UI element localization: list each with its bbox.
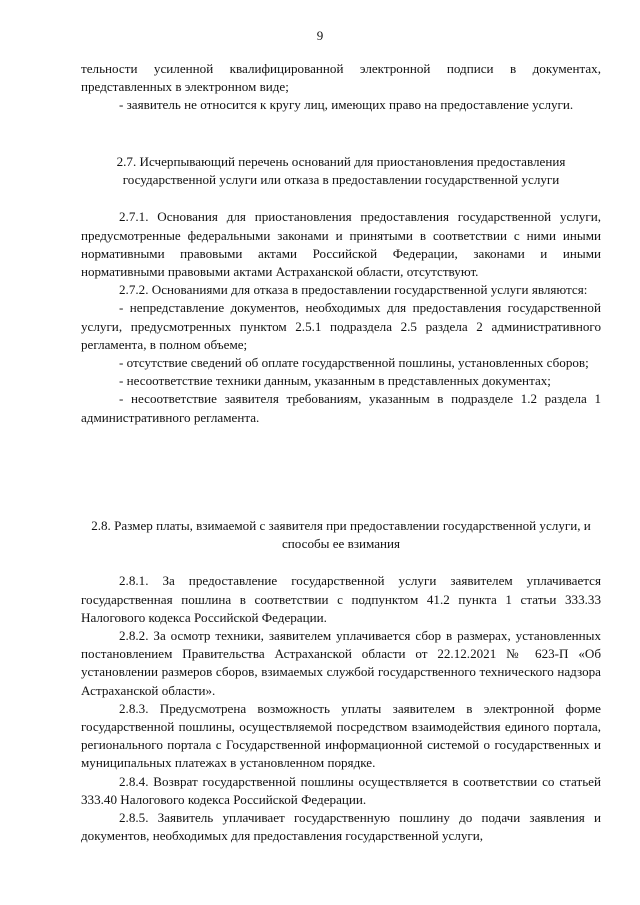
section-heading: 2.8. Размер платы, взимаемой с заявителя при предоставлении государственной услуги, и способы ее взимания: [91, 518, 591, 552]
page-number: 9: [316, 28, 324, 43]
list-item: - несоответствие заявителя требованиям, указанным в подразделе 1.2 раздела 1 административного регламента.: [81, 391, 601, 425]
paragraph-2-8-3: 2.8.3. Предусмотрена возможность уплаты заявителем в электронной форме государственной пошлины, осуществляемой посредством взаимодействия единого портала, регионального портала с Государственной информационной системой о государственных и муниципальных платежах в установленном порядке.: [81, 700, 601, 771]
list-item: - несоответствие техники данным, указанным в представленных документах;: [119, 373, 551, 389]
paragraph-2-8-4: 2.8.4. Возврат государственной пошлины осуществляется в соответствии со статьей 333.40 Налогового кодекса Российской Федерации.: [81, 773, 601, 807]
paragraph-2-8-2: 2.8.2. За осмотр техники, заявителем уплачивается сбор в размерах, установленных постановлением Правительства Астраханской области от 22.12.2021 № 623-П «Об установлении размеров сборов, взимаемых службой государственного технического надзора Астраханской области».: [81, 628, 601, 698]
continuation-paragraph: тельности усиленной квалифицированной электронной подписи в документах, представленных в электронном виде;: [81, 61, 601, 95]
paragraph-2-8-5: 2.8.5. Заявитель уплачивает государственную пошлину до подачи заявления и документов, необходимых для предоставления государственной услуги,: [81, 810, 601, 844]
section-2-7: [81, 153, 601, 427]
paragraph-2-7-1: 2.7.1. Основания для приостановления предоставления государственной услуги, предусмотренные федеральными законами и принятыми в соответствии с ними иными нормативными правовыми актами Российской Федерации, законами и иными нормативными правовыми актами Астраханской области, отсутствуют.: [81, 209, 601, 280]
paragraph-2-7-2: 2.7.2. Основаниями для отказа в предоставлении государственной услуги являются:: [119, 282, 588, 298]
list-item: - заявитель не относится к кругу лиц, имеющих право на предоставление услуги.: [119, 97, 574, 113]
list-item: - непредставление документов, необходимых для предоставления государственной услуги, предусмотренных пунктом 2.5.1 подраздела 2.5 раздела 2 административного регламента, в полном объеме;: [81, 300, 601, 352]
paragraph-2-8-1: 2.8.1. За предоставление государственной услуги заявителем уплачивается государственная пошлина в соответствии с подпунктом 41.2 пункта 1 статьи 333.33 Налогового кодекса Российской Федерации.: [81, 573, 601, 625]
top-text-block: [81, 60, 601, 115]
list-item: - отсутствие сведений об оплате государственной пошлины, установленных сборов;: [119, 355, 589, 371]
section-2-8: [81, 517, 601, 845]
section-heading: 2.7. Исчерпывающий перечень оснований для приостановления предоставления государственной услуги или отказа в предоставлении государственной услуги: [116, 154, 566, 188]
